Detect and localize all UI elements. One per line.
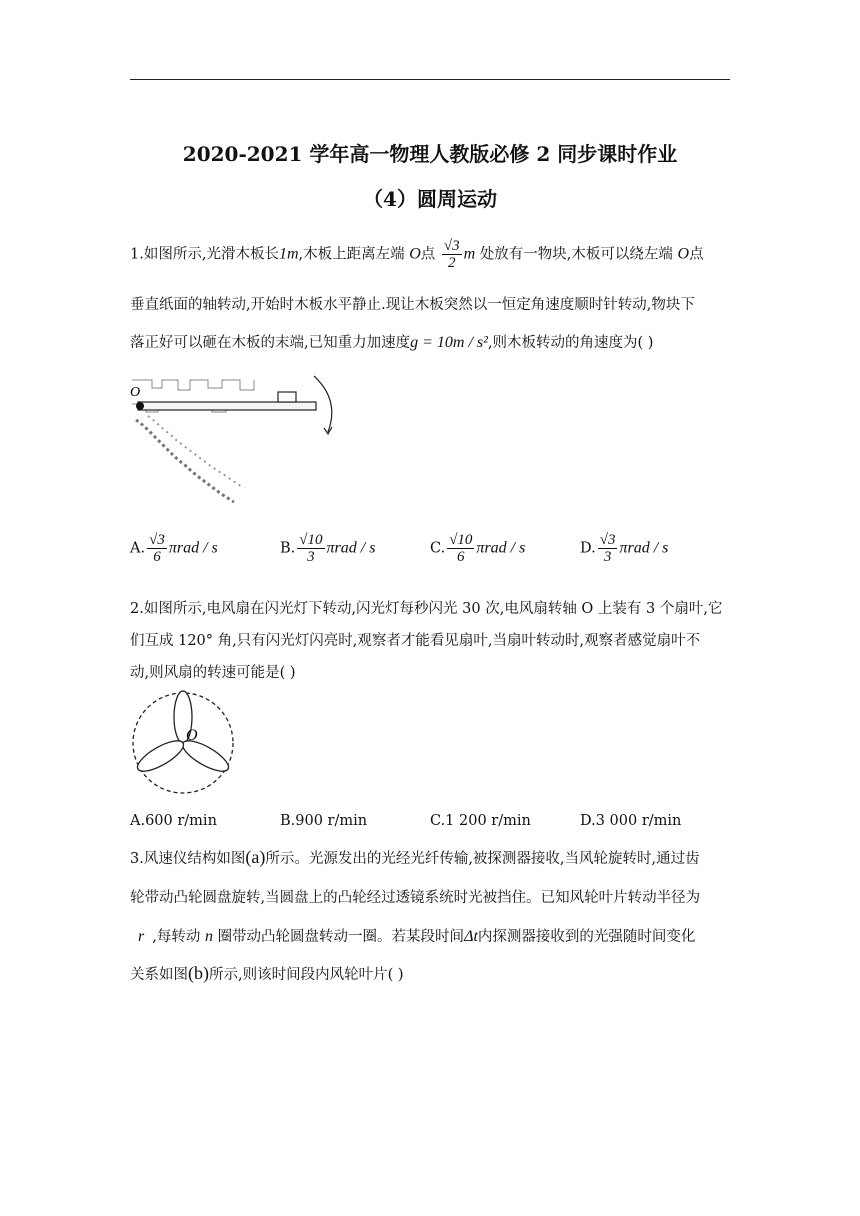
fraction-numerator: √3 (599, 532, 616, 548)
q3-text: 圈带动凸轮圆盘转动一圈。若某段时间 (217, 929, 465, 945)
figure-texture (132, 380, 258, 502)
q1-text: 点 (689, 246, 704, 263)
q3-text: 所示,则该时间段内风轮叶片( ) (209, 967, 404, 983)
q3-text: 内探测器接收到的光强随时间变化 (477, 929, 696, 945)
q1-line-3 (130, 331, 653, 352)
fraction-denominator: 3 (307, 549, 315, 565)
fan-blade-left (133, 735, 187, 777)
option-letter: C. (430, 540, 446, 557)
q1-text: 1.如图所示,光滑木板长 (130, 246, 279, 263)
q2-option-a[interactable]: A.600 r/min (130, 813, 217, 829)
option-fraction (598, 532, 618, 565)
q1-line-1 (130, 238, 704, 271)
q3-line-3 (130, 925, 695, 946)
option-letter: A. (130, 540, 146, 557)
q3-text: ,每转动 (152, 929, 201, 945)
q2-line-1: 2.如图所示,电风扇在闪光灯下转动,闪光灯每秒闪光 30 次,电风扇转轴 O 上装有 3 个扇叶,它 (130, 601, 723, 617)
q1-gravity-expr: g = 10m / s² (410, 334, 488, 351)
option-unit: πrad / s (476, 539, 526, 557)
q1-unit: m (463, 245, 476, 263)
option-fraction (297, 532, 324, 565)
q1-text: 落正好可以砸在木板的末端,已知重力加速度 (130, 335, 411, 351)
q3-radius-r: r (138, 928, 145, 945)
q1-option-c[interactable] (430, 532, 525, 565)
option-unit: πrad / s (619, 539, 669, 557)
fraction-numerator: √10 (449, 532, 473, 548)
option-fraction (147, 532, 167, 565)
fraction-numerator: √10 (299, 532, 323, 548)
wooden-board (138, 402, 316, 410)
q3-turns-n: n (204, 928, 213, 945)
q3-figure-a-ref: (a) (245, 847, 266, 867)
page-subtitle: （4）圆周运动 (363, 187, 497, 211)
q2-line-3: 动,则风扇的转速可能是( ) (130, 665, 296, 681)
option-letter: D. (580, 540, 596, 557)
q2-option-b[interactable]: B.900 r/min (280, 813, 368, 829)
q3-text: 所示。光源发出的光经光纤传输,被探测器接收,当风轮旋转时,通过齿 (265, 851, 700, 867)
q3-delta-t: Δt (464, 928, 478, 945)
q1-point-o: O (677, 245, 690, 263)
option-letter: B. (280, 540, 296, 557)
q2-line-2: 们互成 120° 角,只有闪光灯闪亮时,观察者才能看见扇叶,当扇叶转动时,观察者感觉扇叶不 (130, 633, 701, 649)
q2-option-c[interactable]: C.1 200 r/min (430, 813, 531, 829)
q2-option-d[interactable]: D.3 000 r/min (580, 813, 682, 829)
option-unit: πrad / s (326, 539, 376, 557)
fraction-denominator: 6 (153, 549, 161, 565)
q1-length: 1m (278, 245, 299, 263)
q1-text: ,木板上距离左端 (298, 246, 405, 263)
q1-option-a[interactable] (130, 532, 218, 565)
q1-option-d[interactable] (580, 532, 668, 565)
q3-line-1 (130, 847, 700, 868)
axis-o-label: O (186, 727, 198, 744)
option-unit: πrad / s (168, 539, 218, 557)
q1-point-o: O (409, 245, 421, 263)
q2-fan-figure (128, 690, 238, 798)
header-rule (130, 79, 730, 80)
q1-distance-fraction (442, 238, 462, 271)
q3-text: 3.风速仪结构如图 (130, 851, 246, 867)
q1-text: ,则木板转动的角速度为( ) (487, 335, 654, 351)
q3-text: 关系如图 (130, 967, 188, 983)
option-fraction (447, 532, 474, 565)
pivot-point (136, 402, 144, 410)
fraction-denominator: 3 (603, 549, 612, 565)
fraction-denominator: 2 (448, 255, 456, 271)
q1-option-b[interactable] (280, 532, 375, 565)
rotation-arrow (314, 376, 332, 432)
q1-board-figure (128, 370, 340, 515)
fraction-denominator: 6 (457, 549, 465, 565)
q3-line-2: 轮带动凸轮圆盘旋转,当圆盘上的凸轮经过透镜系统时光被挡住。已知风轮叶片转动半径为 (130, 890, 701, 906)
fraction-numerator: √3 (443, 238, 460, 254)
q1-text: 处放有一物块,木板可以绕左端 (479, 246, 673, 263)
q1-text: 点 (420, 246, 436, 263)
block (278, 392, 296, 402)
point-o-label: O (130, 385, 141, 400)
fraction-numerator: √3 (149, 532, 165, 548)
q1-line-2: 垂直纸面的轴转动,开始时木板水平静止.现让木板突然以一恒定角速度顺时针转动,物块下 (130, 297, 695, 313)
page-title: 2020-2021 学年高一物理人教版必修 2 同步课时作业 (182, 142, 678, 166)
q3-figure-b-ref: (b) (188, 963, 209, 983)
q3-line-4 (130, 963, 404, 984)
